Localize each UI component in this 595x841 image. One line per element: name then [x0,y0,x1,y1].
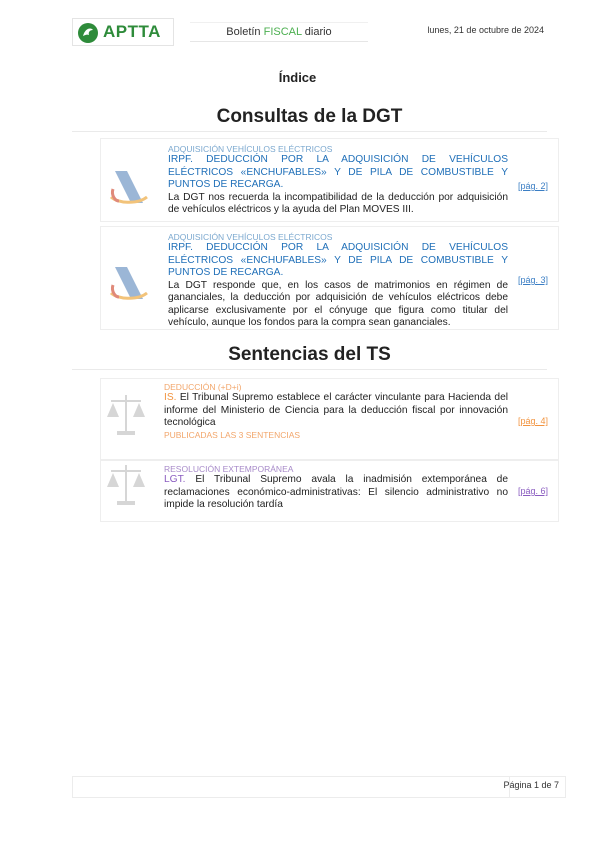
item-category: RESOLUCIÓN EXTEMPORÁNEA [164,464,294,474]
page-link[interactable]: [pág. 6] [517,486,548,496]
tax-agency-icon [107,167,151,207]
item-description [164,474,508,512]
logo-text: APTTA [103,22,161,41]
index-item-ts-2 [100,460,559,522]
page-link[interactable]: [pág. 2] [517,181,548,191]
item-category: DEDUCCIÓN (+D+i) [164,382,242,392]
bulletin-title-highlight: FISCAL [263,26,302,38]
scales-of-justice-icon [105,463,147,509]
item-tag: LGT. [164,474,186,485]
item-category: ADQUISICIÓN VEHÍCULOS ELÉCTRICOS [168,144,333,154]
page-link[interactable]: [pág. 3] [517,275,548,285]
item-description [164,392,508,430]
item-description: La DGT nos recuerda la incompatibilidad de la deducción por adquisición de vehículos eléctricos y la ayuda del Plan MOVES III. [168,191,508,215]
index-item-dgt-2 [100,226,559,330]
item-body [168,144,508,217]
logo [72,18,174,46]
item-title-link[interactable]: IRPF. DEDUCCIÓN POR LA ADQUISICIÓN DE VEHÍCULOS ELÉCTRICOS «ENCHUFABLES» Y DE PILA DE COMBUSTIBLE Y PUNTOS DE RECARGA. [168,242,508,278]
tax-agency-icon [107,263,151,303]
item-title-link[interactable]: IRPF. DEDUCCIÓN POR LA ADQUISICIÓN DE VEHÍCULOS ELÉCTRICOS «ENCHUFABLES» Y DE PILA DE COMBUSTIBLE Y PUNTOS DE RECARGA. [168,154,508,190]
item-body [164,464,508,512]
item-note: PUBLICADAS LAS 3 SENTENCIAS [164,429,301,440]
header-date: lunes, 21 de octubre de 2024 [427,25,544,35]
aptta-logo-icon [77,22,99,44]
index-item-dgt-1 [100,138,559,222]
bulletin-title-prefix: Boletín [226,26,264,38]
item-body [168,232,508,330]
index-item-ts-1 [100,378,559,460]
item-description: La DGT responde que, en los casos de matrimonios en régimen de gananciales, la deducción por adquisición de vehículos eléctricos debe aplicarse exclusivamente por el cónyuge que figura como titular del vehículo, aunque los fondos para la compra sean gananciales. [168,279,508,328]
page-number: Página 1 de 7 [503,780,559,790]
section-title-dgt: Consultas de la DGT [72,106,547,132]
bulletin-title [190,22,368,42]
item-body [164,382,508,441]
item-category: ADQUISICIÓN VEHÍCULOS ELÉCTRICOS [168,232,333,242]
bulletin-title-suffix: diario [301,26,332,38]
item-description-text: El Tribunal Supremo avala la inadmisión extemporánea de reclamaciones económico-administrativas: El silencio administrativo no impide la resolución tardía [164,474,508,510]
item-tag: IS. [164,392,177,403]
page-link[interactable]: [pág. 4] [517,416,548,426]
item-description-text: El Tribunal Supremo establece el carácter vinculante para Hacienda del informe del Ministerio de Ciencia para la deducción fiscal por innovación tecnológica [164,392,508,428]
index-title: Índice [278,70,317,85]
page-footer [72,776,566,798]
scales-of-justice-icon [105,393,147,439]
section-title-ts: Sentencias del TS [72,344,547,370]
